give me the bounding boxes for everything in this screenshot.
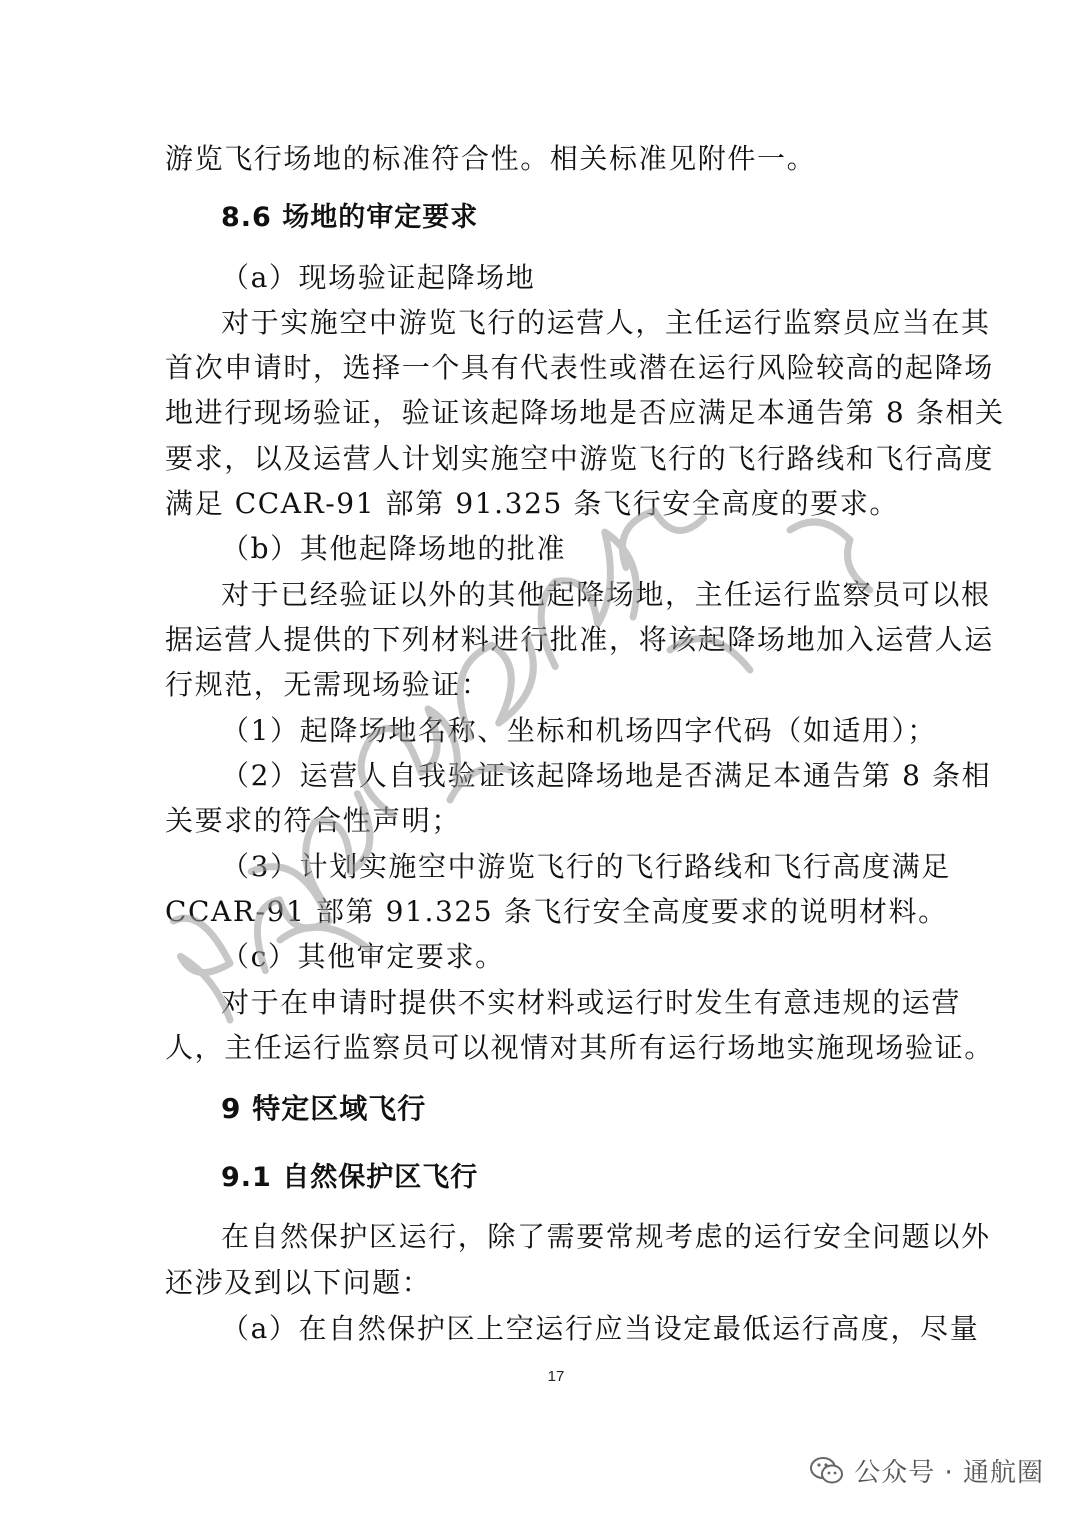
wechat-icon <box>810 1456 844 1486</box>
body-line: 地进行现场验证，验证该起降场地是否应满足本通告第 8 条相关 <box>165 396 1005 429</box>
body-line: 据运营人提供的下列材料进行批准，将该起降场地加入运营人运 <box>165 623 994 656</box>
body-line: 游览飞行场地的标准符合性。相关标准见附件一。 <box>165 142 817 175</box>
body-line: 对于已经验证以外的其他起降场地，主任运行监察员可以根 <box>221 578 991 611</box>
body-line: 还涉及到以下问题： <box>165 1266 432 1299</box>
list-item-2: （2）运营人自我验证该起降场地是否满足本通告第 8 条相 <box>221 759 992 792</box>
section-heading-9: 9 特定区域飞行 <box>221 1092 427 1125</box>
body-line: 人，主任运行监察员可以视情对其所有运行场地实施现场验证。 <box>165 1031 994 1064</box>
footer-brand-text: 公众号 · 通航圈 <box>854 1458 1044 1488</box>
body-line: 关要求的符合性声明； <box>165 804 462 837</box>
body-line: 对于实施空中游览飞行的运营人，主任运行监察员应当在其 <box>221 306 991 339</box>
list-item-3: （3）计划实施空中游览飞行的飞行路线和飞行高度满足 <box>221 850 951 883</box>
list-item-1: （1）起降场地名称、坐标和机场四字代码（如适用）； <box>221 714 937 747</box>
body-line: 满足 CCAR-91 部第 91.325 条飞行安全高度的要求。 <box>165 487 900 520</box>
body-line: （a）在自然保护区上空运行应当设定最低运行高度，尽量 <box>221 1312 980 1345</box>
body-line: 首次申请时，选择一个具有代表性或潜在运行风险较高的起降场 <box>165 351 994 384</box>
section-heading-9-1: 9.1 自然保护区飞行 <box>221 1162 479 1193</box>
footer-brand <box>810 1452 1044 1489</box>
subhead-c: （c）其他审定要求。 <box>221 940 505 973</box>
body-line: CCAR-91 部第 91.325 条飞行安全高度要求的说明材料。 <box>165 895 948 928</box>
body-line: 在自然保护区运行，除了需要常规考虑的运行安全问题以外 <box>221 1220 991 1253</box>
body-line: 对于在申请时提供不实材料或运行时发生有意违规的运营 <box>221 986 962 1019</box>
body-line: 行规范，无需现场验证： <box>165 668 491 701</box>
subhead-a: （a）现场验证起降场地 <box>221 261 536 294</box>
subhead-b: （b）其他起降场地的批准 <box>221 532 567 565</box>
section-heading-8-6: 8.6 场地的审定要求 <box>221 202 479 233</box>
body-line: 要求，以及运营人计划实施空中游览飞行的飞行路线和飞行高度 <box>165 442 994 475</box>
page-number: 17 <box>547 1368 565 1385</box>
